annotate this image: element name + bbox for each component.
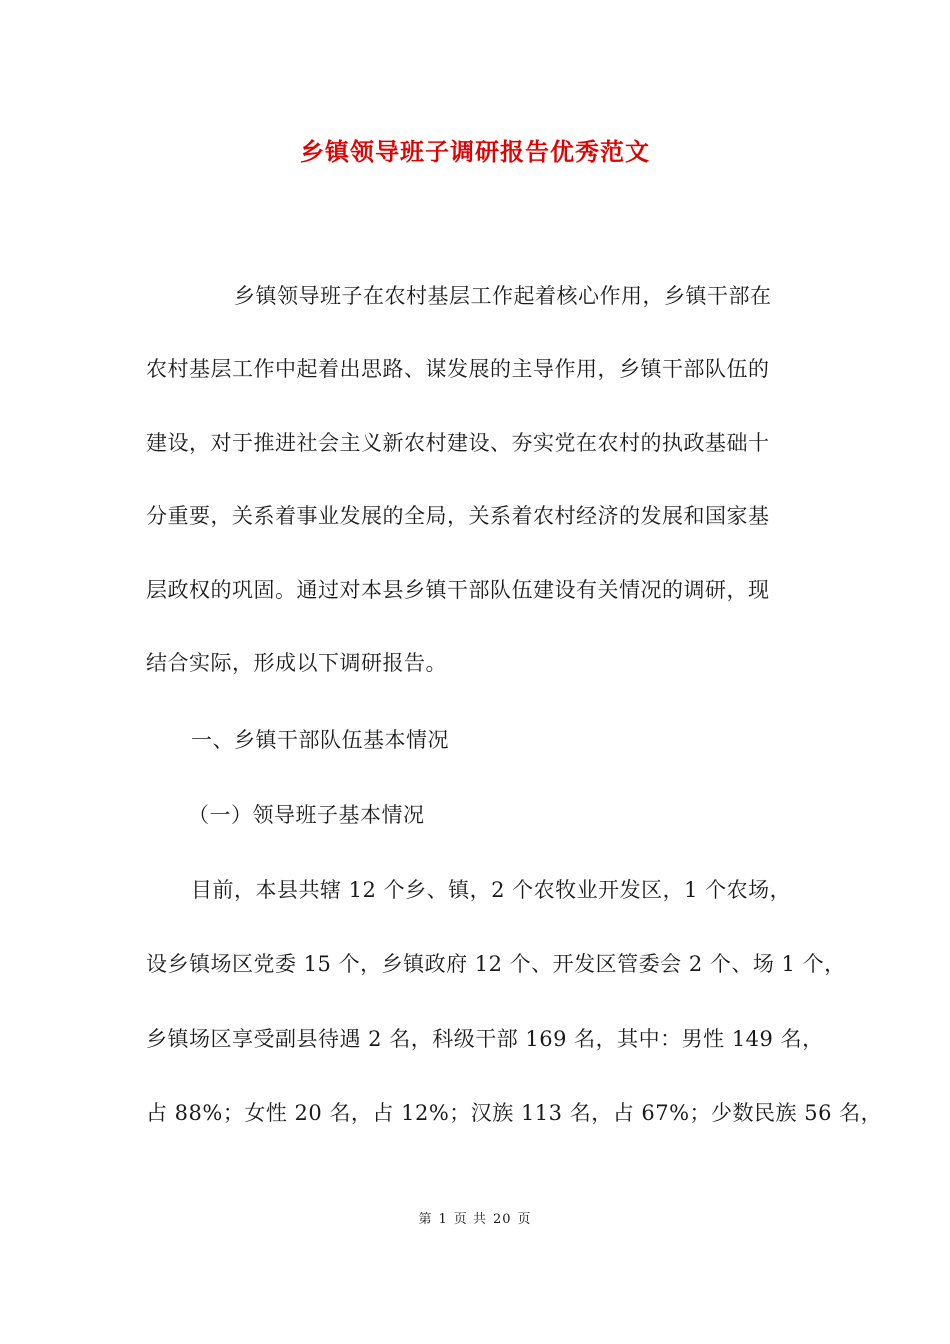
footer-suffix: 页 <box>517 1212 532 1227</box>
paragraph-line: 结合实际，形成以下调研报告。 <box>146 651 447 675</box>
page-number: 1 <box>438 1212 448 1227</box>
footer-mid: 页 共 <box>453 1212 487 1227</box>
paragraph-line: 乡镇领导班子在农村基层工作起着核心作用，乡镇干部在 <box>234 284 772 308</box>
subsection-heading: （一）领导班子基本情况 <box>188 803 425 827</box>
paragraph-line: 建设，对于推进社会主义新农村建设、夯实党在农村的执政基础十 <box>146 431 770 455</box>
page-footer <box>0 1208 950 1232</box>
total-pages: 20 <box>492 1212 512 1227</box>
section-heading: 一、乡镇干部队伍基本情况 <box>191 728 449 752</box>
footer-prefix: 第 <box>418 1212 433 1227</box>
paragraph-line: 层政权的巩固。通过对本县乡镇干部队伍建设有关情况的调研，现 <box>146 578 770 602</box>
paragraph-line: 设乡镇场区党委 15 个，乡镇政府 12 个、开发区管委会 2 个、场 1 个， <box>146 952 846 976</box>
paragraph-line: 农村基层工作中起着出思路、谋发展的主导作用，乡镇干部队伍的 <box>146 357 770 381</box>
document-title: 乡镇领导班子调研报告优秀范文 <box>300 138 650 166</box>
paragraph-line: 分重要，关系着事业发展的全局，关系着农村经济的发展和国家基 <box>146 504 770 528</box>
paragraph-line: 占 88%；女性 20 名，占 12%；汉族 113 名，占 67%；少数民族 56 名， <box>146 1101 883 1125</box>
paragraph-line: 目前，本县共辖 12 个乡、镇，2 个农牧业开发区，1 个农场， <box>191 878 792 902</box>
paragraph-line: 乡镇场区享受副县待遇 2 名，科级干部 169 名，其中：男性 149 名， <box>146 1027 824 1051</box>
